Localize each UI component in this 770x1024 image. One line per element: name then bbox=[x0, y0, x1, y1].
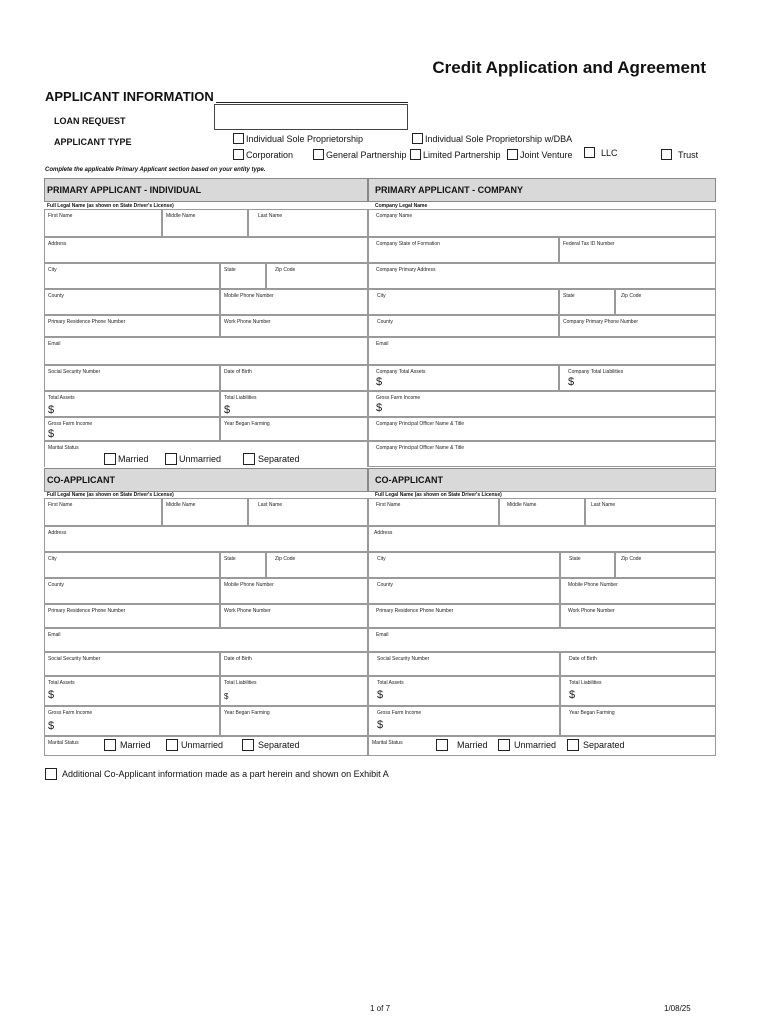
city-label: City bbox=[377, 556, 386, 562]
company-officer-name-field[interactable] bbox=[368, 417, 716, 441]
marital-status-label: Marital Status bbox=[372, 740, 403, 746]
married-label: Married bbox=[457, 740, 488, 750]
primary-gross-farm-field[interactable] bbox=[44, 417, 220, 441]
city-label: City bbox=[48, 267, 57, 273]
checkbox-limited[interactable] bbox=[410, 149, 421, 160]
type-llc-label: LLC bbox=[601, 147, 618, 158]
separated-label: Separated bbox=[258, 740, 300, 750]
co-left-dob-field[interactable] bbox=[220, 652, 368, 676]
state-label: State bbox=[569, 556, 581, 562]
email-label: Email bbox=[48, 632, 61, 638]
email-label: Email bbox=[48, 341, 61, 347]
year-farming-label: Year Began Farming bbox=[569, 710, 615, 716]
co-left-married-option[interactable] bbox=[104, 739, 151, 751]
company-county-field[interactable] bbox=[368, 315, 559, 337]
checkbox-sole-dba[interactable] bbox=[412, 133, 423, 144]
co-left-address-field[interactable] bbox=[44, 526, 368, 552]
heading-underline bbox=[216, 102, 408, 103]
co-left-residence-phone-field[interactable] bbox=[44, 604, 220, 628]
type-sole-dba-label: Individual Sole Proprietorship w/DBA bbox=[425, 133, 573, 144]
co-right-state-field[interactable] bbox=[560, 552, 615, 578]
unmarried-label: Unmarried bbox=[181, 740, 224, 750]
officer-name-title-label: Company Principal Officer Name & Title bbox=[376, 445, 464, 451]
residence-phone-label: Primary Residence Phone Number bbox=[48, 319, 126, 325]
type-option-trust[interactable] bbox=[661, 149, 698, 160]
co-right-ssn-field[interactable] bbox=[368, 652, 560, 676]
co-right-total-liabilities-field[interactable] bbox=[560, 676, 716, 706]
checkbox-unmarried[interactable] bbox=[165, 453, 177, 465]
co-right-address-field[interactable] bbox=[368, 526, 716, 552]
checkbox-separated[interactable] bbox=[243, 453, 255, 465]
checkbox-general[interactable] bbox=[313, 149, 324, 160]
address-label: Address bbox=[48, 530, 67, 536]
type-option-joint[interactable] bbox=[507, 149, 573, 160]
co-left-work-phone-field[interactable] bbox=[220, 604, 368, 628]
checkbox-married[interactable] bbox=[436, 739, 448, 751]
co-right-married-option[interactable] bbox=[436, 739, 488, 751]
zip-label: Zip Code bbox=[621, 556, 642, 562]
dollar-sign: $ bbox=[48, 404, 55, 416]
ssn-label: Social Security Number bbox=[48, 369, 101, 375]
company-zip-label: Zip Code bbox=[621, 293, 642, 299]
first-name-label: First Name bbox=[48, 213, 73, 219]
checkbox-trust[interactable] bbox=[661, 149, 672, 160]
checkbox-married[interactable] bbox=[104, 453, 116, 465]
married-label: Married bbox=[120, 740, 151, 750]
last-name-label: Last Name bbox=[258, 502, 283, 508]
checkbox-separated[interactable] bbox=[567, 739, 579, 751]
co-right-subheading: Full Legal Name (as shown on State Driver's License) bbox=[375, 492, 502, 498]
company-phone-field[interactable] bbox=[559, 315, 716, 337]
company-fein-field[interactable] bbox=[559, 237, 716, 263]
primary-last-name-field[interactable] bbox=[248, 209, 368, 237]
applicant-type-label: APPLICANT TYPE bbox=[54, 137, 132, 147]
company-phone-label: Company Primary Phone Number bbox=[563, 319, 639, 325]
type-option-corporation[interactable] bbox=[233, 149, 293, 160]
dollar-sign: $ bbox=[224, 404, 231, 416]
co-right-year-farming-field[interactable] bbox=[560, 706, 716, 736]
primary-residence-phone-field[interactable] bbox=[44, 315, 220, 337]
middle-name-label: Middle Name bbox=[166, 502, 196, 508]
primary-work-phone-field[interactable] bbox=[220, 315, 368, 337]
additional-co-applicant-option[interactable] bbox=[45, 768, 389, 780]
type-option-general[interactable] bbox=[313, 149, 407, 160]
co-right-middle-name-field[interactable] bbox=[499, 498, 585, 526]
dollar-sign: $ bbox=[376, 402, 383, 414]
company-total-assets-label: Company Total Assets bbox=[376, 369, 426, 375]
dollar-sign: $ bbox=[568, 376, 575, 388]
checkbox-llc[interactable] bbox=[584, 147, 595, 158]
total-liabilities-label: Total Liabilities bbox=[224, 395, 257, 401]
primary-company-header: PRIMARY APPLICANT - COMPANY bbox=[368, 178, 716, 202]
state-formation-label: Company State of Formation bbox=[376, 241, 440, 247]
city-label: City bbox=[48, 556, 57, 562]
company-total-liabilities-field[interactable] bbox=[559, 365, 716, 391]
mobile-label: Mobile Phone Number bbox=[568, 582, 618, 588]
co-left-state-field[interactable] bbox=[220, 552, 266, 578]
checkbox-joint[interactable] bbox=[507, 149, 518, 160]
type-trust-label: Trust bbox=[678, 149, 699, 160]
co-left-first-name-field[interactable] bbox=[44, 498, 162, 526]
company-name-label: Company Name bbox=[376, 213, 413, 219]
checkbox-additional[interactable] bbox=[45, 768, 57, 780]
primary-total-liabilities-field[interactable] bbox=[220, 391, 368, 417]
type-option-sole-dba[interactable] bbox=[412, 133, 572, 144]
year-farming-label: Year Began Farming bbox=[224, 710, 270, 716]
co-right-gross-farm-field[interactable] bbox=[368, 706, 560, 736]
ssn-label: Social Security Number bbox=[48, 656, 101, 662]
co-right-dob-field[interactable] bbox=[560, 652, 716, 676]
co-left-total-liabilities-field[interactable] bbox=[220, 676, 368, 706]
officer-name-title-label: Company Principal Officer Name & Title bbox=[376, 421, 464, 427]
middle-name-label: Middle Name bbox=[166, 213, 196, 219]
separated-label: Separated bbox=[583, 740, 625, 750]
co-right-first-name-field[interactable] bbox=[368, 498, 499, 526]
email-label: Email bbox=[376, 632, 389, 638]
total-liabilities-label: Total Liabilities bbox=[224, 680, 257, 686]
marital-option-unmarried[interactable] bbox=[165, 453, 221, 465]
instruction-text: Complete the applicable Primary Applicant section based on your entity type. bbox=[45, 167, 266, 173]
gross-farm-label: Gross Farm Income bbox=[48, 421, 93, 427]
fein-label: Federal Tax ID Number bbox=[563, 241, 615, 247]
ssn-label: Social Security Number bbox=[377, 656, 430, 662]
marital-option-separated[interactable] bbox=[243, 453, 300, 465]
total-assets-label: Total Assets bbox=[377, 680, 404, 686]
county-label: County bbox=[48, 293, 64, 299]
company-total-liabilities-label: Company Total Liabilities bbox=[568, 369, 624, 375]
page-number: 1 of 7 bbox=[370, 1004, 391, 1013]
checkbox-sole[interactable] bbox=[233, 133, 244, 144]
company-address-label: Company Primary Address bbox=[376, 267, 436, 273]
co-right-separated-option[interactable] bbox=[567, 739, 625, 751]
primary-state-field[interactable] bbox=[220, 263, 266, 289]
type-corporation-label: Corporation bbox=[246, 149, 294, 160]
co-applicant-right-header: CO-APPLICANT bbox=[368, 468, 716, 492]
dob-label: Date of Birth bbox=[569, 656, 597, 662]
dob-label: Date of Birth bbox=[224, 656, 252, 662]
dollar-sign: $ bbox=[48, 428, 55, 440]
co-left-last-name-field[interactable] bbox=[248, 498, 368, 526]
co-left-gross-farm-field[interactable] bbox=[44, 706, 220, 736]
unmarried-label: Unmarried bbox=[514, 740, 557, 750]
mobile-label: Mobile Phone Number bbox=[224, 582, 274, 588]
co-left-ssn-field[interactable] bbox=[44, 652, 220, 676]
co-right-work-phone-field[interactable] bbox=[560, 604, 716, 628]
type-sole-label: Individual Sole Proprietorship bbox=[246, 133, 364, 144]
state-label: State bbox=[224, 556, 236, 562]
primary-dob-field[interactable] bbox=[220, 365, 368, 391]
document-date: 1/08/25 bbox=[664, 1004, 691, 1013]
company-state-formation-field[interactable] bbox=[368, 237, 559, 263]
checkbox-separated[interactable] bbox=[242, 739, 254, 751]
county-label: County bbox=[48, 582, 64, 588]
residence-phone-label: Primary Residence Phone Number bbox=[48, 608, 126, 614]
primary-zip-field[interactable] bbox=[266, 263, 368, 289]
type-option-llc[interactable] bbox=[584, 147, 618, 158]
middle-name-label: Middle Name bbox=[507, 502, 537, 508]
first-name-label: First Name bbox=[376, 502, 401, 508]
primary-county-field[interactable] bbox=[44, 289, 220, 315]
co-left-city-field[interactable] bbox=[44, 552, 220, 578]
checkbox-unmarried[interactable] bbox=[498, 739, 510, 751]
company-state-label: State bbox=[563, 293, 575, 299]
co-right-city-field[interactable] bbox=[368, 552, 560, 578]
primary-address-field[interactable] bbox=[44, 237, 368, 263]
company-gross-farm-label: Gross Farm Income bbox=[376, 395, 421, 401]
marital-status-label: Marital Status bbox=[48, 445, 79, 451]
primary-first-name-field[interactable] bbox=[44, 209, 162, 237]
company-email-field[interactable] bbox=[368, 337, 716, 365]
primary-middle-name-field[interactable] bbox=[162, 209, 248, 237]
company-name-field[interactable] bbox=[368, 209, 716, 237]
co-left-email-field[interactable] bbox=[44, 628, 368, 652]
total-assets-label: Total Assets bbox=[48, 680, 75, 686]
residence-phone-label: Primary Residence Phone Number bbox=[376, 608, 454, 614]
co-left-mobile-field[interactable] bbox=[220, 578, 368, 604]
mobile-label: Mobile Phone Number bbox=[224, 293, 274, 299]
unmarried-label: Unmarried bbox=[179, 454, 222, 464]
dollar-sign: $ bbox=[48, 689, 55, 701]
co-right-residence-phone-field[interactable] bbox=[368, 604, 560, 628]
separated-label: Separated bbox=[258, 454, 300, 464]
checkbox-corporation[interactable] bbox=[233, 149, 244, 160]
loan-request-label: LOAN REQUEST bbox=[54, 116, 126, 126]
primary-city-field[interactable] bbox=[44, 263, 220, 289]
primary-total-assets-field[interactable] bbox=[44, 391, 220, 417]
type-option-limited[interactable] bbox=[410, 149, 501, 160]
dollar-sign: $ bbox=[376, 376, 383, 388]
primary-email-field[interactable] bbox=[44, 337, 368, 365]
address-label: Address bbox=[48, 241, 67, 247]
loan-request-field[interactable] bbox=[214, 104, 408, 130]
co-left-county-field[interactable] bbox=[44, 578, 220, 604]
co-right-county-field[interactable] bbox=[368, 578, 560, 604]
last-name-label: Last Name bbox=[258, 213, 283, 219]
dollar-sign: $ bbox=[224, 692, 229, 701]
total-liabilities-label: Total Liabilities bbox=[569, 680, 602, 686]
company-email-label: Email bbox=[376, 341, 389, 347]
dollar-sign: $ bbox=[569, 689, 576, 701]
year-farming-label: Year Began Farming bbox=[224, 421, 270, 427]
co-left-zip-field[interactable] bbox=[266, 552, 368, 578]
type-general-label: General Partnership bbox=[326, 149, 407, 160]
work-phone-label: Work Phone Number bbox=[568, 608, 615, 614]
gross-farm-label: Gross Farm Income bbox=[377, 710, 422, 716]
dollar-sign: $ bbox=[377, 689, 384, 701]
company-officer-name-field-2[interactable] bbox=[368, 441, 716, 467]
checkbox-unmarried[interactable] bbox=[166, 739, 178, 751]
co-left-subheading: Full Legal Name (as shown on State Driver's License) bbox=[47, 492, 174, 498]
type-option-sole[interactable] bbox=[233, 133, 363, 144]
co-left-unmarried-option[interactable] bbox=[166, 739, 223, 751]
primary-ssn-field[interactable] bbox=[44, 365, 220, 391]
dollar-sign: $ bbox=[377, 719, 384, 731]
marital-option-married[interactable] bbox=[104, 453, 149, 465]
work-phone-label: Work Phone Number bbox=[224, 608, 271, 614]
last-name-label: Last Name bbox=[591, 502, 616, 508]
company-gross-farm-field[interactable] bbox=[368, 391, 716, 417]
co-applicant-left-header: CO-APPLICANT bbox=[44, 468, 368, 492]
company-total-assets-field[interactable] bbox=[368, 365, 559, 391]
type-joint-label: Joint Venture bbox=[520, 149, 573, 160]
co-left-total-assets-field[interactable] bbox=[44, 676, 220, 706]
county-label: County bbox=[377, 582, 393, 588]
state-label: State bbox=[224, 267, 236, 273]
co-right-mobile-field[interactable] bbox=[560, 578, 716, 604]
primary-individual-header: PRIMARY APPLICANT - INDIVIDUAL bbox=[44, 178, 368, 202]
co-left-year-farming-field[interactable] bbox=[220, 706, 368, 736]
company-county-label: County bbox=[377, 319, 393, 325]
company-zip-field[interactable] bbox=[615, 289, 716, 315]
zip-label: Zip Code bbox=[275, 556, 296, 562]
type-limited-label: Limited Partnership bbox=[423, 149, 501, 160]
company-city-label: City bbox=[377, 293, 386, 299]
additional-co-applicant-text: Additional Co-Applicant information made as a part herein and shown on Exhibit A bbox=[62, 769, 389, 779]
co-right-email-field[interactable] bbox=[368, 628, 716, 652]
company-city-field[interactable] bbox=[368, 289, 559, 315]
co-right-unmarried-option[interactable] bbox=[498, 739, 556, 751]
primary-year-farming-field[interactable] bbox=[220, 417, 368, 441]
co-left-separated-option[interactable] bbox=[242, 739, 300, 751]
co-left-middle-name-field[interactable] bbox=[162, 498, 248, 526]
address-label: Address bbox=[374, 530, 393, 536]
marital-status-label: Marital Status bbox=[48, 740, 79, 746]
work-phone-label: Work Phone Number bbox=[224, 319, 271, 325]
dollar-sign: $ bbox=[48, 720, 55, 732]
co-right-last-name-field[interactable] bbox=[585, 498, 716, 526]
company-primary-address-field[interactable] bbox=[368, 263, 716, 289]
primary-mobile-field[interactable] bbox=[220, 289, 368, 315]
gross-farm-label: Gross Farm Income bbox=[48, 710, 93, 716]
co-right-total-assets-field[interactable] bbox=[368, 676, 560, 706]
company-legal-name-subheading: Company Legal Name bbox=[375, 203, 428, 209]
checkbox-married[interactable] bbox=[104, 739, 116, 751]
page-title: Credit Application and Agreement bbox=[432, 58, 706, 77]
first-name-label: First Name bbox=[48, 502, 73, 508]
primary-individual-subheading: Full Legal Name (as shown on State Driver's License) bbox=[47, 203, 174, 209]
co-right-zip-field[interactable] bbox=[615, 552, 716, 578]
dob-label: Date of Birth bbox=[224, 369, 252, 375]
company-state-field[interactable] bbox=[559, 289, 615, 315]
total-assets-label: Total Assets bbox=[48, 395, 75, 401]
section-heading-applicant-information: APPLICANT INFORMATION bbox=[45, 89, 214, 104]
married-label: Married bbox=[118, 454, 149, 464]
zip-label: Zip Code bbox=[275, 267, 296, 273]
